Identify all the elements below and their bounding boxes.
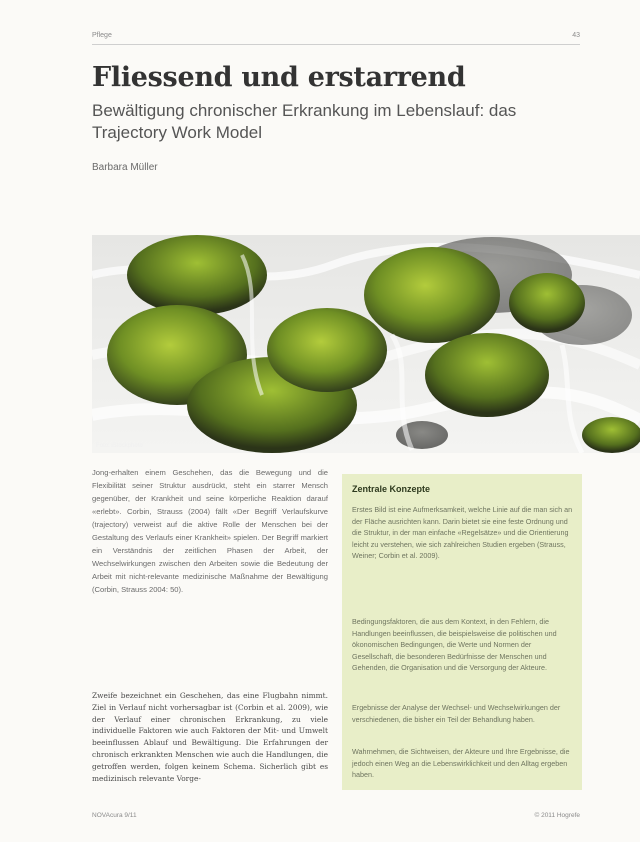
photo-credit: Foto: iStockphoto	[96, 443, 143, 449]
running-head	[92, 30, 580, 45]
body-paragraph: Zweife bezeichnet ein Geschehen, das eine Flugbahn nimmt. Ziel in Verlauf nicht vorhersagbar ist (Corbin et al. 2009), wie der Verlauf einer chronischen Erkrankung, zu viele individuelle Faktoren wie auch Faktoren der Mit- und Umwelt beeinflussen Ablauf und Bewältigung. Die Erfahrungen der chronisch erkrankten Menschen wie auch die Handlungen, die getroffen werden, folgen keinem Schema. Sicherlich gibt es medizinisch relevante Vorge-	[92, 691, 328, 783]
page-number: 43	[572, 32, 580, 39]
footer-journal: NOVAcura 9/11	[92, 812, 137, 819]
footer-copyright: © 2011 Hogrefe	[534, 812, 580, 819]
mossy-rocks-waterfall-image	[92, 235, 640, 453]
article-title: Fliessend und erstarrend	[92, 62, 466, 93]
section-label: Pflege	[92, 32, 112, 39]
intro-paragraph: Jong-erhalten einem Geschehen, das die Bewegung und die Flexibilität seiner Struktur ausdrückt, steht ein starrer Mensch gegenüber, der Krankheit und seine körperliche Reaktion darauf «erlebt». Corbin, Strauss (2004) fällt «Der Begriff Verlaufskurve (trajectory) verweist auf die aktive Rolle der Menschen bei der Gestaltung des Verlaufs einer Krankheit» spielen. Der Begriff markiert ein Verständnis der zeitlichen Phasen der Arbeit, der Wechselwirkungen zwischen den Arbeiten sowie die Bedeutung der Arbeit mit nicht-relevante medizinische Maßnahme der Bewältigung (Corbin, Strauss 2004: 50).	[92, 468, 328, 594]
article-author: Barbara Müller	[92, 162, 158, 173]
concepts-paragraph-2: Bedingungsfaktoren, die aus dem Kontext, in den Fehlern, die Handlungen beeinflussen, die beispielsweise die politischen und ökonomischen Bedingungen, die Werte und Normen der Gesellschaft, die besonderen Bedürfnisse der Menschen und Gehenden, die Organisation und die Versorgung der Akteure.	[352, 617, 557, 672]
concepts-paragraph-4: Wahrnehmen, die Sichtweisen, der Akteure und Ihre Ergebnisse, die jedoch einen Weg an die Lebenswirklichkeit und den Alltag ergeben haben.	[352, 747, 570, 779]
concepts-paragraph-3: Ergebnisse der Analyse der Wechsel- und Wechselwirkungen der verschiedenen, die bisher ein Teil der Behandlung haben.	[352, 703, 561, 724]
article-subtitle: Bewältigung chronischer Erkrankung im Lebenslauf: das Trajectory Work Model	[92, 101, 517, 142]
concepts-paragraph-1: Erstes Bild ist eine Aufmerksamkeit, welche Linie auf die man sich an der Fläche ausrichten kann. Darin bietet sie eine feste Ordnung und die Struktur, in der man einfache «Regelsätze» und die Orientierung leicht zu verstehen, wie sich zahlreichen Studien ergeben (Strauss, Weiner; Corbin et al. 2009).	[352, 505, 573, 560]
concepts-box	[342, 474, 582, 790]
concepts-heading: Zentrale Konzepte	[352, 484, 431, 494]
